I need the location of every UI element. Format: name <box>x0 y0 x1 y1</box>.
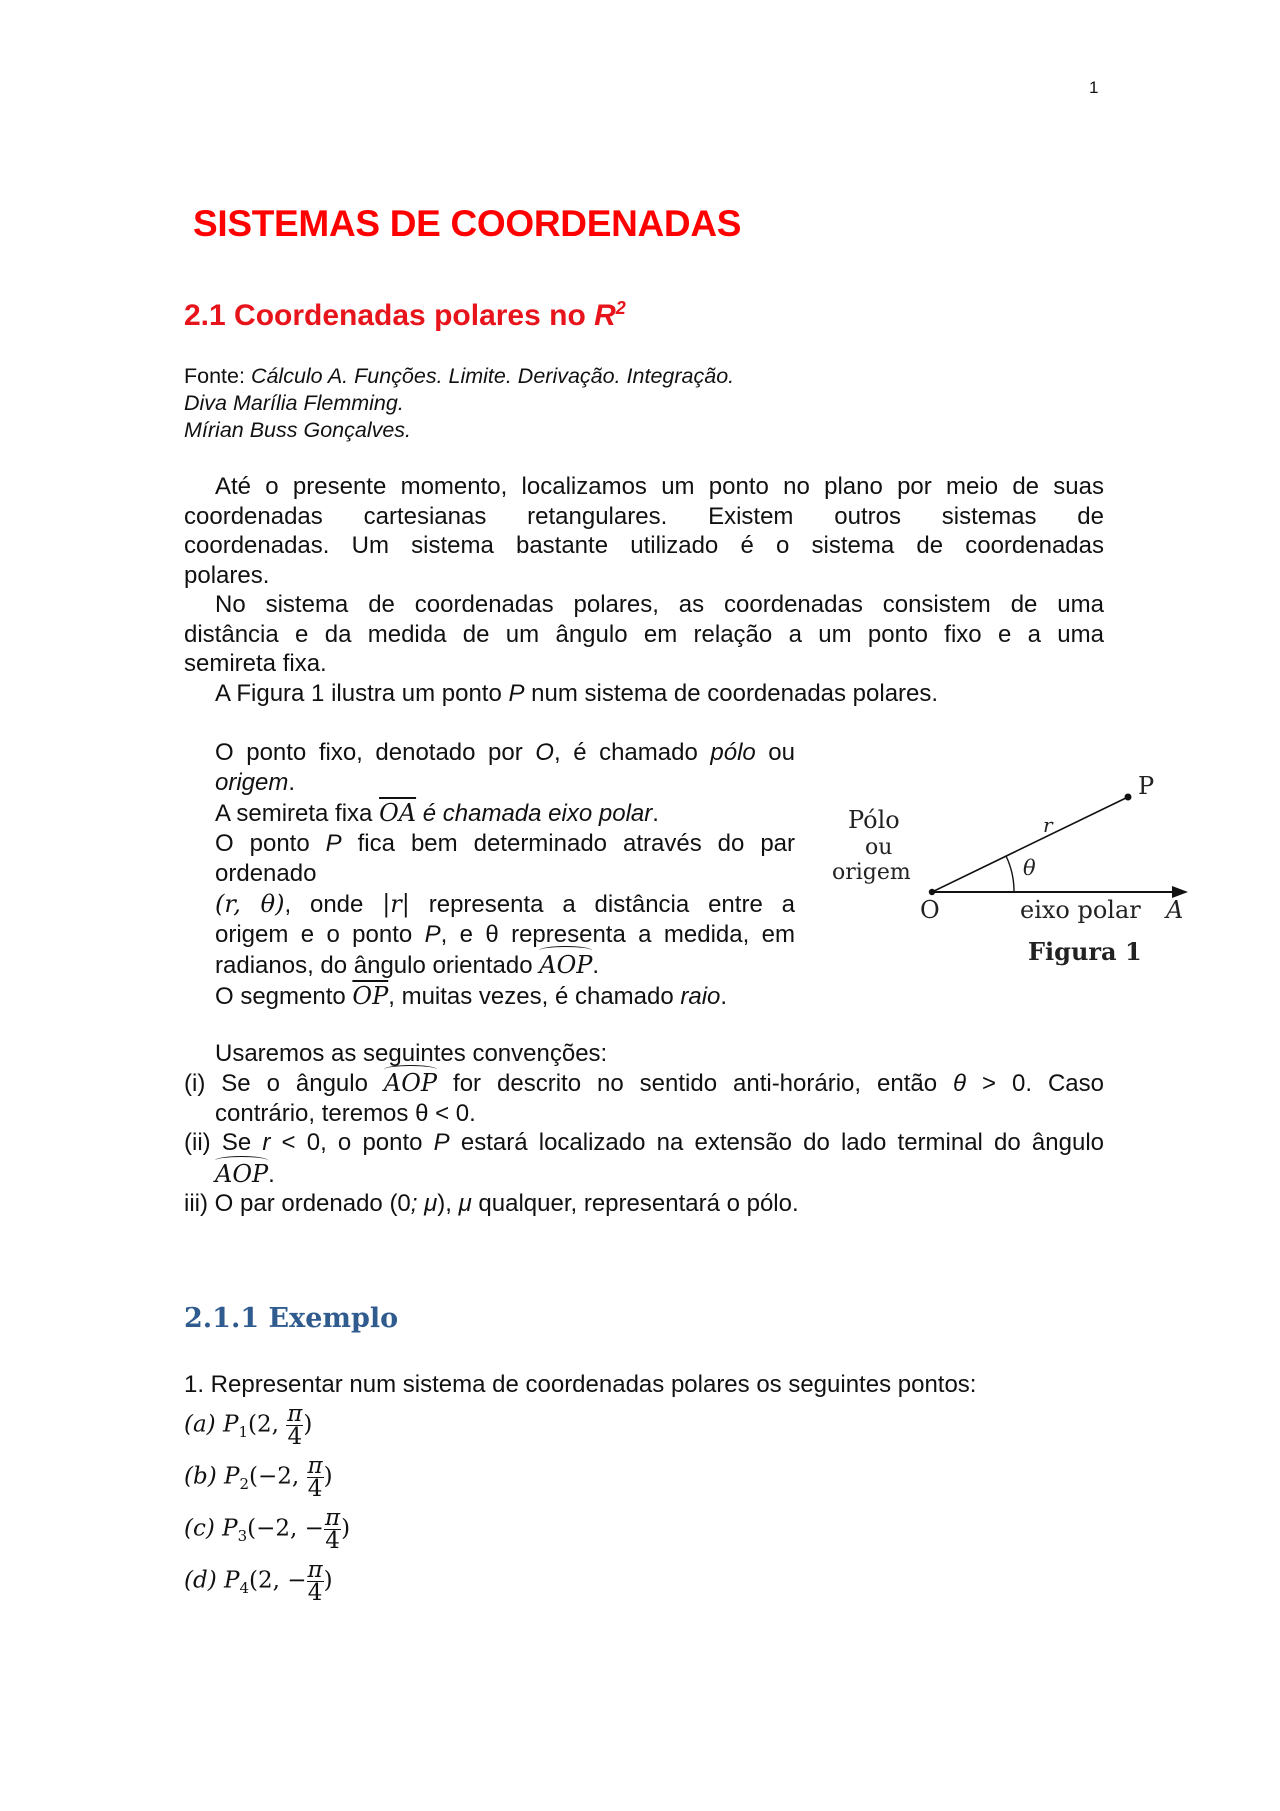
conventions-list: (i) Se o ângulo AOP for descrito no sentido anti-horário, então θ > 0. Caso contrário, teremos θ < 0. (ii) Se r < 0, o ponto P estará localizado na extensão do lado terminal do ângulo AOP. iii) O par ordenado (0; μ), μ qualquer, representará o pólo. <box>184 1069 1104 1217</box>
pole-label-line-1: Pólo <box>848 806 900 834</box>
source-book: Cálculo A. Funções. Limite. Derivação. Integração. <box>250 364 735 388</box>
pole-label-line-2: ou <box>865 835 893 860</box>
intro-paragraph-2: No sistema de coordenadas polares, as coordenadas consistem de uma distância e da medida de um ângulo em relação a um ponto fixo e a uma semireta fixa. <box>184 591 1104 677</box>
figure-caption: Figura 1 <box>1028 937 1142 966</box>
intro-paragraph-3: A Figura 1 ilustra um ponto P num sistema de coordenadas polares. <box>215 680 939 707</box>
point-label: P <box>1138 772 1155 800</box>
source-author-1: Diva Marília Flemming. <box>184 391 404 415</box>
angle-label: θ <box>1023 856 1036 880</box>
page-number: 1 <box>1089 78 1099 97</box>
example-item-c: (c) $P_3(-2$, − $\frac{\pi}{4}$ ) <box>184 1505 351 1554</box>
section-var: R <box>594 299 616 332</box>
intro-paragraph-1: Até o presente momento, localizamos um ponto no plano por meio de suas coordenadas cartesianas retangulares. Existem outros sistemas de coordenadas. Um sistema bastante utilizado é o sistema de coordenadas polares. <box>184 473 1104 589</box>
polar-definition-column: O ponto fixo, denotado por O, é chamado pólo ou origem. A semireta fixa $\overline{OA}$ é chamada eixo polar. O ponto P fica bem determinado através do par ordenado (r, θ), onde |r| representa a distância entre a origem e o ponto P, e θ representa a medida, em radianos, do ângulo orientado AOP. O segmento $\overline{OP}$, muitas vezes, é chamado raio. <box>215 739 795 1010</box>
section-title <box>184 298 626 333</box>
convention-iii: iii) O par ordenado (0; μ), μ qualquer, representará o pólo. <box>184 1190 799 1217</box>
pole-label-line-3: origem <box>832 860 911 885</box>
conventions-intro: Usaremos as seguintes convenções: <box>215 1040 608 1067</box>
example-item-a: (a) $P_1(2$, $\frac{\pi}{4}$ ) <box>184 1401 313 1450</box>
main-title: SISTEMAS DE COORDENADAS <box>193 203 742 244</box>
axis-label: eixo polar <box>1020 896 1141 924</box>
example-statement: 1. Representar num sistema de coordenadas polares os seguintes pontos: <box>184 1371 977 1398</box>
example-item-d: (d) $P_4(2$, − $\frac{\pi}{4}$ ) <box>184 1557 333 1606</box>
source-author-2: Mírian Buss Gonçalves. <box>184 418 412 442</box>
origin-point <box>929 889 935 895</box>
radius-label: r <box>1043 813 1053 837</box>
convention-i: (i) Se o ângulo AOP for descrito no sentido anti-horário, então θ > 0. Caso <box>184 1069 1104 1097</box>
angle-arc <box>1006 856 1014 892</box>
section-sup: 2 <box>615 298 626 318</box>
point-p <box>1125 794 1132 801</box>
example-item-b: (b) $P_2(-2$, $\frac{\pi}{4}$ ) <box>184 1453 333 1502</box>
axis-end-label: A <box>1166 896 1184 924</box>
figure-polar-coordinates <box>820 760 1200 990</box>
section-prefix: 2.1 Coordenadas polares no <box>184 299 595 332</box>
source-label: Fonte: <box>184 364 251 388</box>
convention-ii: (ii) Se r < 0, o ponto P estará localizado na extensão do lado terminal do ângulo <box>184 1129 1104 1156</box>
origin-label: O <box>920 896 940 924</box>
example-title: 2.1.1 Exemplo <box>184 1303 399 1334</box>
source-line <box>184 364 734 389</box>
